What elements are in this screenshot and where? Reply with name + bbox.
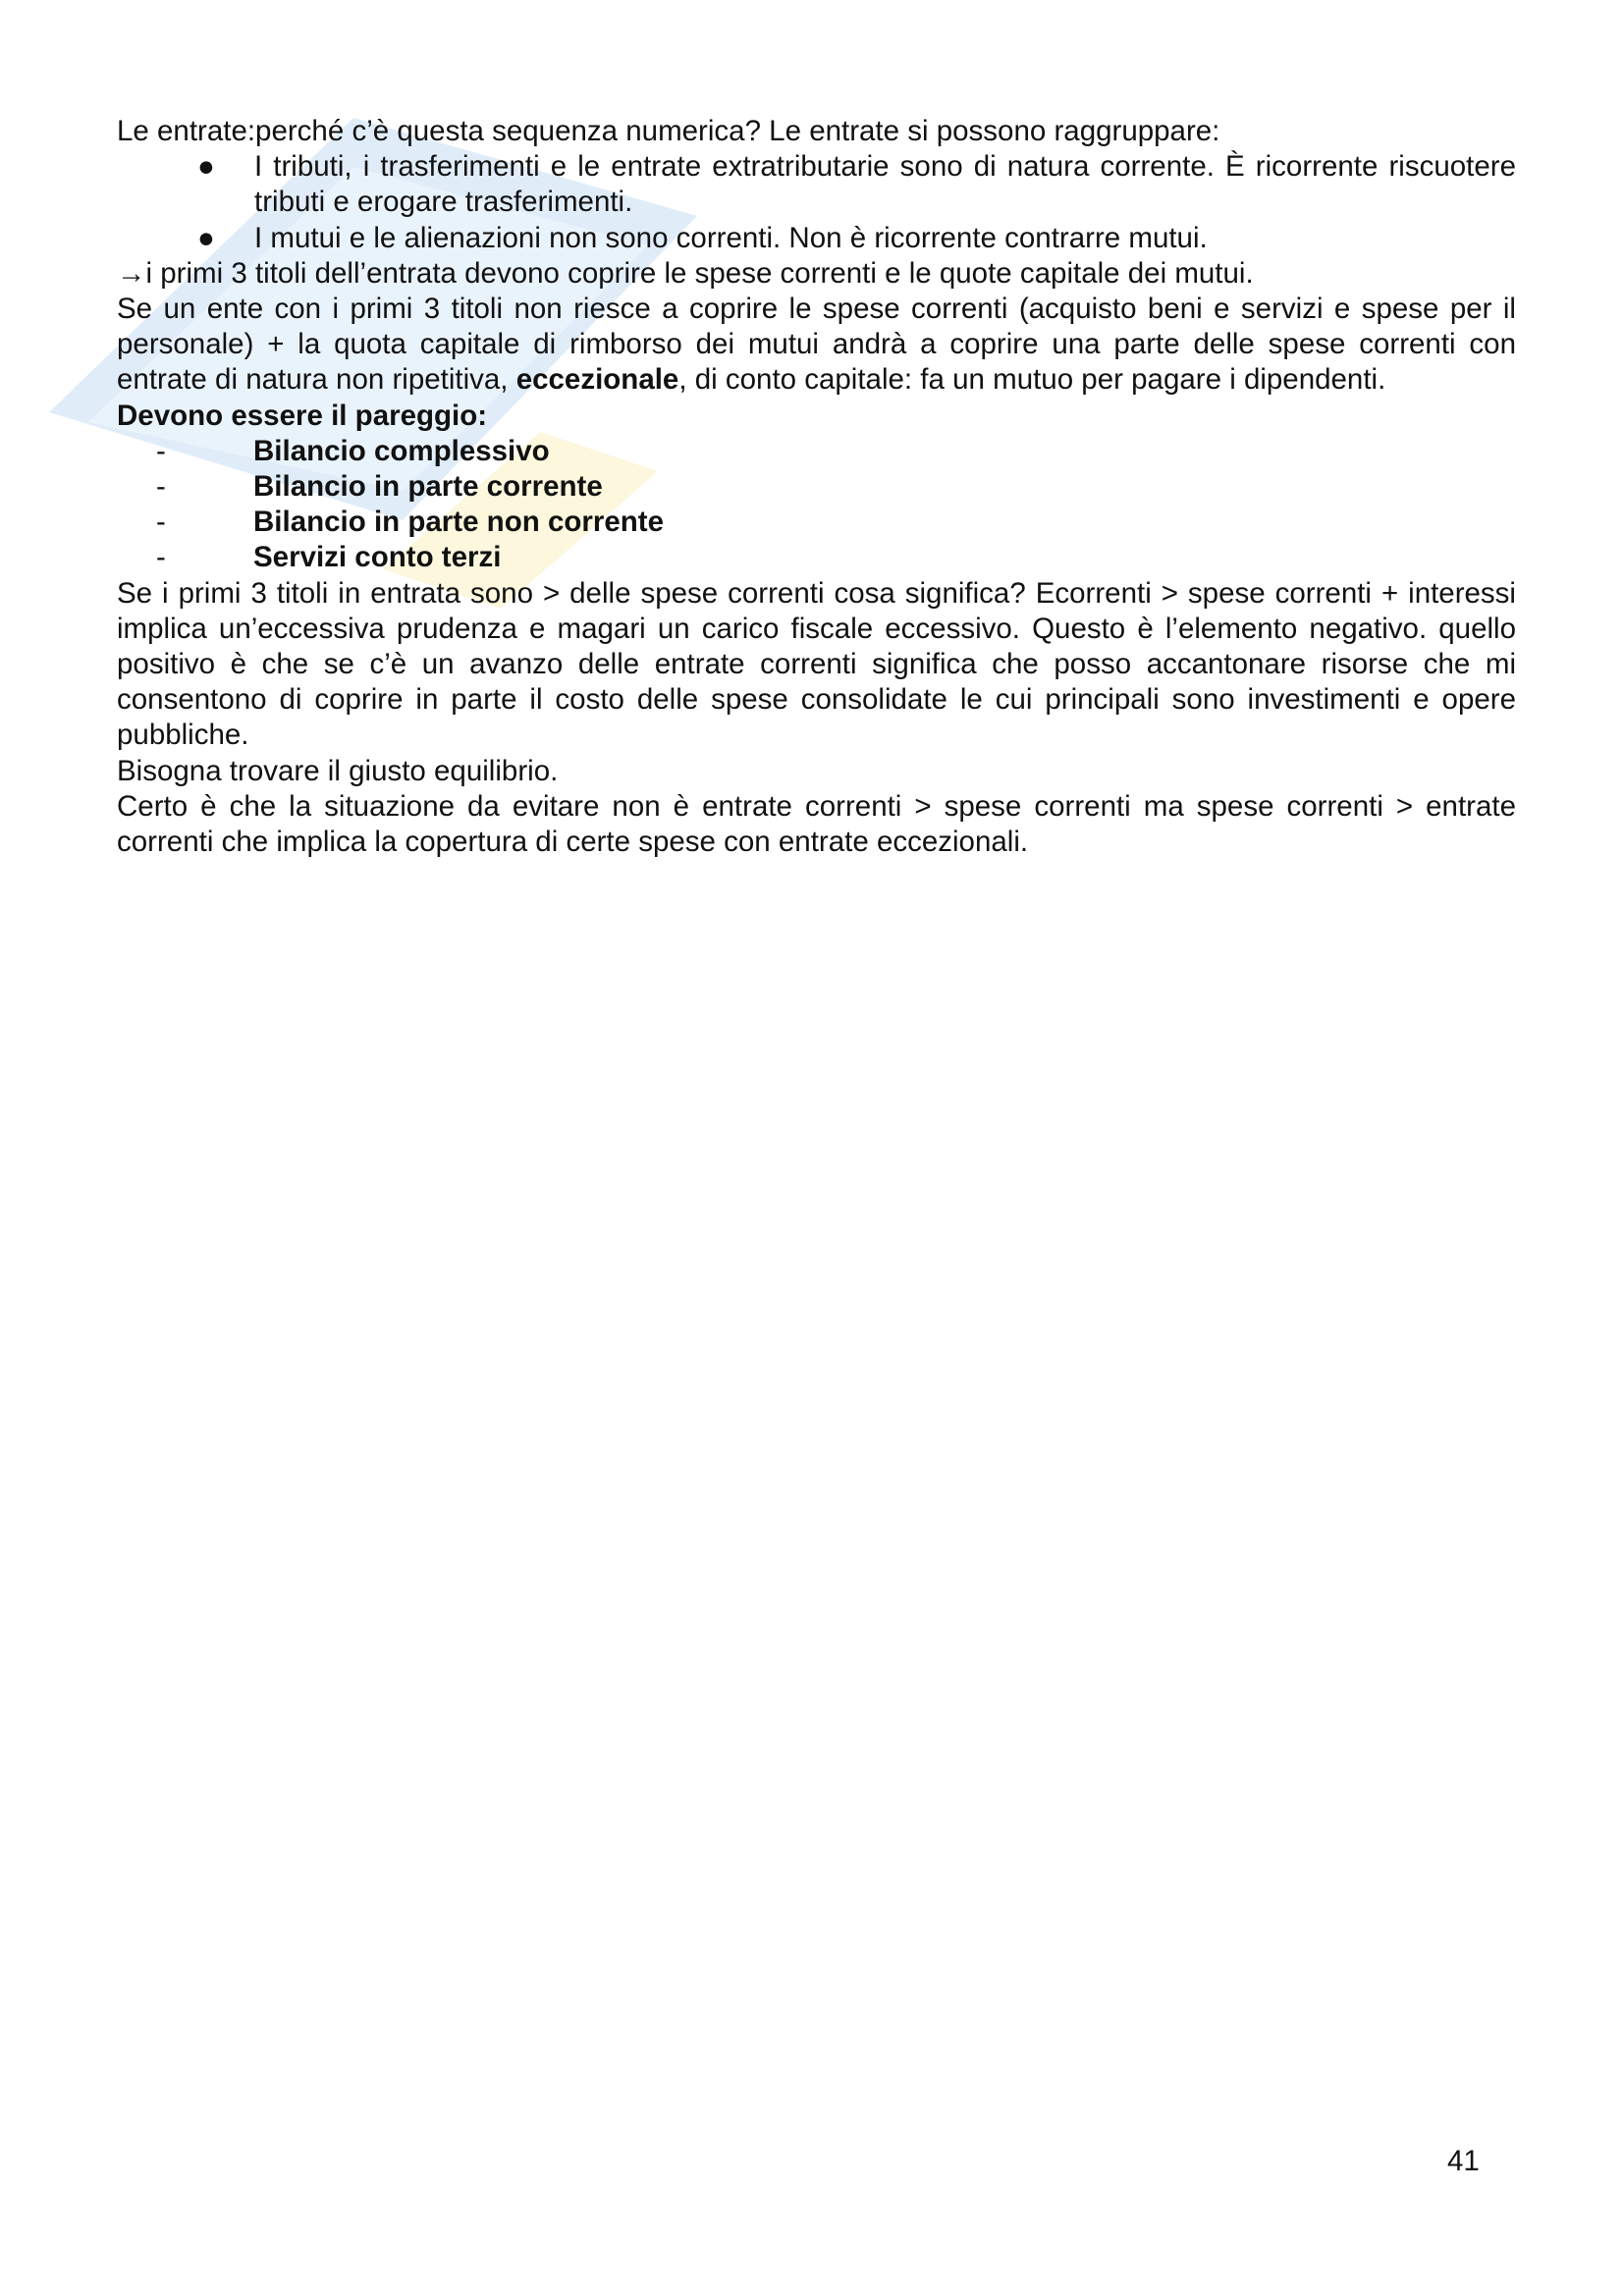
dash-marker: -: [156, 506, 166, 539]
arrow-line-text: i primi 3 titoli dell’entrata devono coprire le spese correnti e le quote capitale dei mutui.: [145, 256, 1254, 290]
dash-item-text: Servizi conto terzi: [253, 541, 502, 574]
arrow-line: [117, 256, 1516, 292]
dash-marker: -: [156, 541, 166, 574]
paragraph-3: Bisogna trovare il giusto equilibrio.: [117, 754, 559, 787]
page-number: 41: [1447, 2145, 1480, 2177]
dash-item-text: Bilancio in parte corrente: [253, 470, 603, 504]
dash-marker: -: [156, 470, 166, 504]
dash-item: [117, 469, 1516, 505]
bullet-text: I tributi, i trasferimenti e le entrate extratributarie sono di natura corrente. È ricorrente riscuotere tributi e erogare trasferimenti.: [254, 150, 1516, 219]
paragraph-4: Certo è che la situazione da evitare non è entrate correnti > spese correnti ma spese correnti > entrate correnti che implica la copertura di certe spese con entrate eccezionali.: [117, 789, 1516, 859]
bullet-dot-icon: ●: [197, 221, 215, 254]
dash-item: [117, 434, 1516, 469]
dash-item-text: Bilancio in parte non corrente: [253, 506, 664, 539]
bullet-list: [117, 149, 1516, 256]
arrow-icon: →: [117, 256, 146, 290]
bullet-item: [117, 149, 1516, 220]
paragraph-2: Se i primi 3 titoli in entrata sono > delle spese correnti cosa significa? Ecorrenti > spese correnti + interessi implica un’eccessiva prudenza e magari un carico fiscale eccessivo. Questo è l’elemento negativo. quello positivo è che se c’è un avanzo delle entrate correnti significa che posso accantonare risorse che mi consentono di coprire in parte il costo delle spese consolidate le cui principali sono investimenti e opere pubbliche.: [117, 576, 1516, 752]
dash-item: [117, 540, 1516, 575]
document-body: [117, 114, 1516, 860]
dash-marker: -: [156, 434, 166, 467]
pareggio-heading: Devono essere il pareggio:: [117, 399, 488, 432]
bullet-text: I mutui e le alienazioni non sono correnti. Non è ricorrente contrarre mutui.: [254, 221, 1208, 254]
paragraph-1-text-b: , di conto capitale: fa un mutuo per pagare i dipendenti.: [678, 363, 1386, 397]
paragraph-1-text-a: Se un ente con i primi 3 titoli non riesce a coprire le spese correnti (acquisto beni e servizi e spese per il personale) + la quota capitale di rimborso dei mutui andrà a coprire una parte delle spese correnti con entrate di natura non ripetitiva,: [117, 293, 1516, 397]
dash-item-text: Bilancio complessivo: [253, 434, 550, 467]
paragraph-1: [117, 292, 1516, 399]
dash-list: [117, 434, 1516, 576]
intro-line: Le entrate:perché c’è questa sequenza numerica? Le entrate si possono raggruppare:: [117, 115, 1220, 147]
dash-item: [117, 505, 1516, 540]
paragraph-1-emphasis: eccezionale: [515, 363, 679, 397]
bullet-item: [117, 221, 1516, 256]
bullet-dot-icon: ●: [197, 150, 215, 184]
